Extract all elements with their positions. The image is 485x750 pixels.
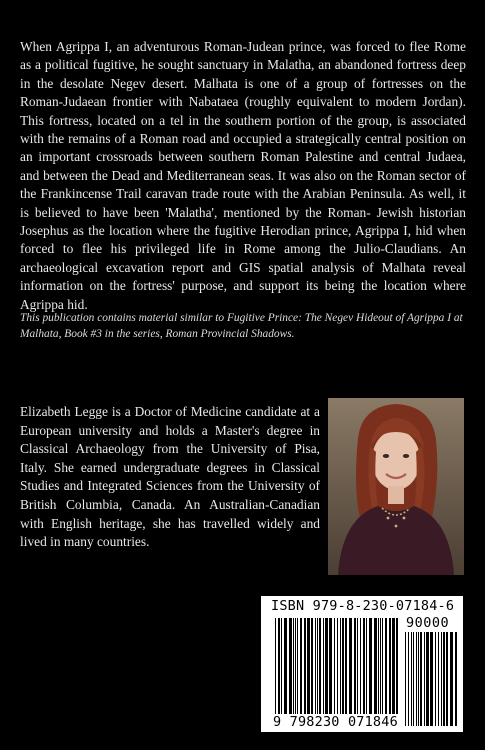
barcode-bar xyxy=(357,618,358,714)
barcode-bar xyxy=(366,618,367,714)
barcode-bar xyxy=(289,618,292,714)
barcode-bar xyxy=(323,618,324,714)
barcode-bar xyxy=(342,618,344,714)
barcode-bar xyxy=(363,618,365,714)
barcode-bar xyxy=(435,632,436,726)
barcode-bar xyxy=(385,618,387,714)
barcode-bar xyxy=(360,618,361,714)
barcode-bar xyxy=(396,618,398,714)
barcode-bar xyxy=(319,618,321,714)
barcode-bar xyxy=(443,632,445,726)
price-addon-code: 90000 xyxy=(406,615,450,631)
barcode-bar xyxy=(295,618,296,714)
barcode-bar xyxy=(293,618,294,714)
barcode-bar xyxy=(340,618,341,714)
barcode-bar xyxy=(337,618,338,714)
back-cover-blurb: When Agrippa I, an adventurous Roman-Judean prince, was forced to flee Rome as a political fugitive, he sought sanctuary in Malatha, an abandoned fortress deep in the desolate Negev desert. Malhata is one of a group of fortresses on the Roman-Judaean frontier with Nabataea (roughly equivalent to modern Jordan). This fortress, located on a tel in the southern portion of the group, is associated with the remains of a Roman road and occupied a strategically central position on an important crossroads between southern Roman Palestine and central Judaea, and between the Dead and Mediterranean seas. It was also on the Roman sector of the Frankincense Trail caravan trade route with the Arabian Peninsula. As well, it is believed to have been 'Malatha', mentioned by the Roman- Jewish historian Josephus as the location where the fugitive Herodian prince, Agrippa I, hid when forced to flee his privileged life in Rome among the Julio-Claudians. An archaeological excavation report and GIS spatial analysis of Malhata reveal information on the fortress' purpose, and support its being the location where Agrippa hid. xyxy=(20,39,466,312)
barcode-bar xyxy=(416,632,417,726)
barcode-bar xyxy=(374,618,377,714)
barcode-bar xyxy=(349,618,352,714)
barcode-bar xyxy=(300,618,302,714)
barcode-bar xyxy=(430,632,433,726)
barcode-bar xyxy=(284,618,287,714)
barcode-bar xyxy=(408,632,409,726)
author-bio: Elizabeth Legge is a Doctor of Medicine candidate at a European university and holds a Master's degree in Classical Archaeology from the University of Pisa, Italy. She earned undergraduate degrees in Classical Studies and Integrated Sciences from the University of British Columbia, Canada. An Australian-Canadian with English heritage, she has travelled widely and lived in many countries. xyxy=(20,404,320,550)
barcode-bar xyxy=(418,632,419,726)
barcode-bar xyxy=(382,618,383,714)
barcode-bar xyxy=(278,618,280,714)
ean-digits: 9 798230 071846 xyxy=(273,714,398,730)
barcode-bar xyxy=(380,618,381,714)
author-photo xyxy=(328,398,464,575)
barcode-bar xyxy=(420,632,422,726)
publication-note: This publication contains material similar to Fugitive Prince: The Negev Hideout of Agrippa I at Malhata, Book #3 in the series, Roman Provincial Shadows. xyxy=(20,312,463,340)
barcode-bar xyxy=(411,632,412,726)
barcode-bar xyxy=(304,618,306,714)
barcode-bar xyxy=(307,618,310,714)
barcode-bar xyxy=(455,632,457,726)
barcode-bar xyxy=(297,618,298,714)
barcode-bar xyxy=(334,618,335,714)
barcode-bar xyxy=(317,618,318,714)
isbn-number: ISBN 979-8-230-07184-6 xyxy=(271,598,455,614)
barcode-bar xyxy=(345,618,347,714)
barcode-bar xyxy=(329,618,332,714)
isbn-barcode xyxy=(261,596,463,732)
barcode-bar xyxy=(424,632,425,726)
barcode-bar xyxy=(369,618,372,714)
barcode-bar xyxy=(450,632,453,726)
barcode-bar xyxy=(438,632,439,726)
barcode-bar xyxy=(325,618,328,714)
barcode-bar xyxy=(446,632,448,726)
barcode-bar xyxy=(441,632,442,726)
barcode-bar xyxy=(426,632,429,726)
barcode-bar xyxy=(354,618,356,714)
barcode-bar xyxy=(413,632,414,726)
author-portrait-graphic xyxy=(328,398,464,575)
barcode-bar xyxy=(405,632,406,726)
barcode-bar xyxy=(311,618,313,714)
barcode-bar xyxy=(392,618,395,714)
barcode-bar xyxy=(389,618,391,714)
barcode-bar xyxy=(275,618,276,714)
barcode-bar xyxy=(281,618,282,714)
barcode-bar xyxy=(315,618,316,714)
barcode-bar xyxy=(378,618,379,714)
